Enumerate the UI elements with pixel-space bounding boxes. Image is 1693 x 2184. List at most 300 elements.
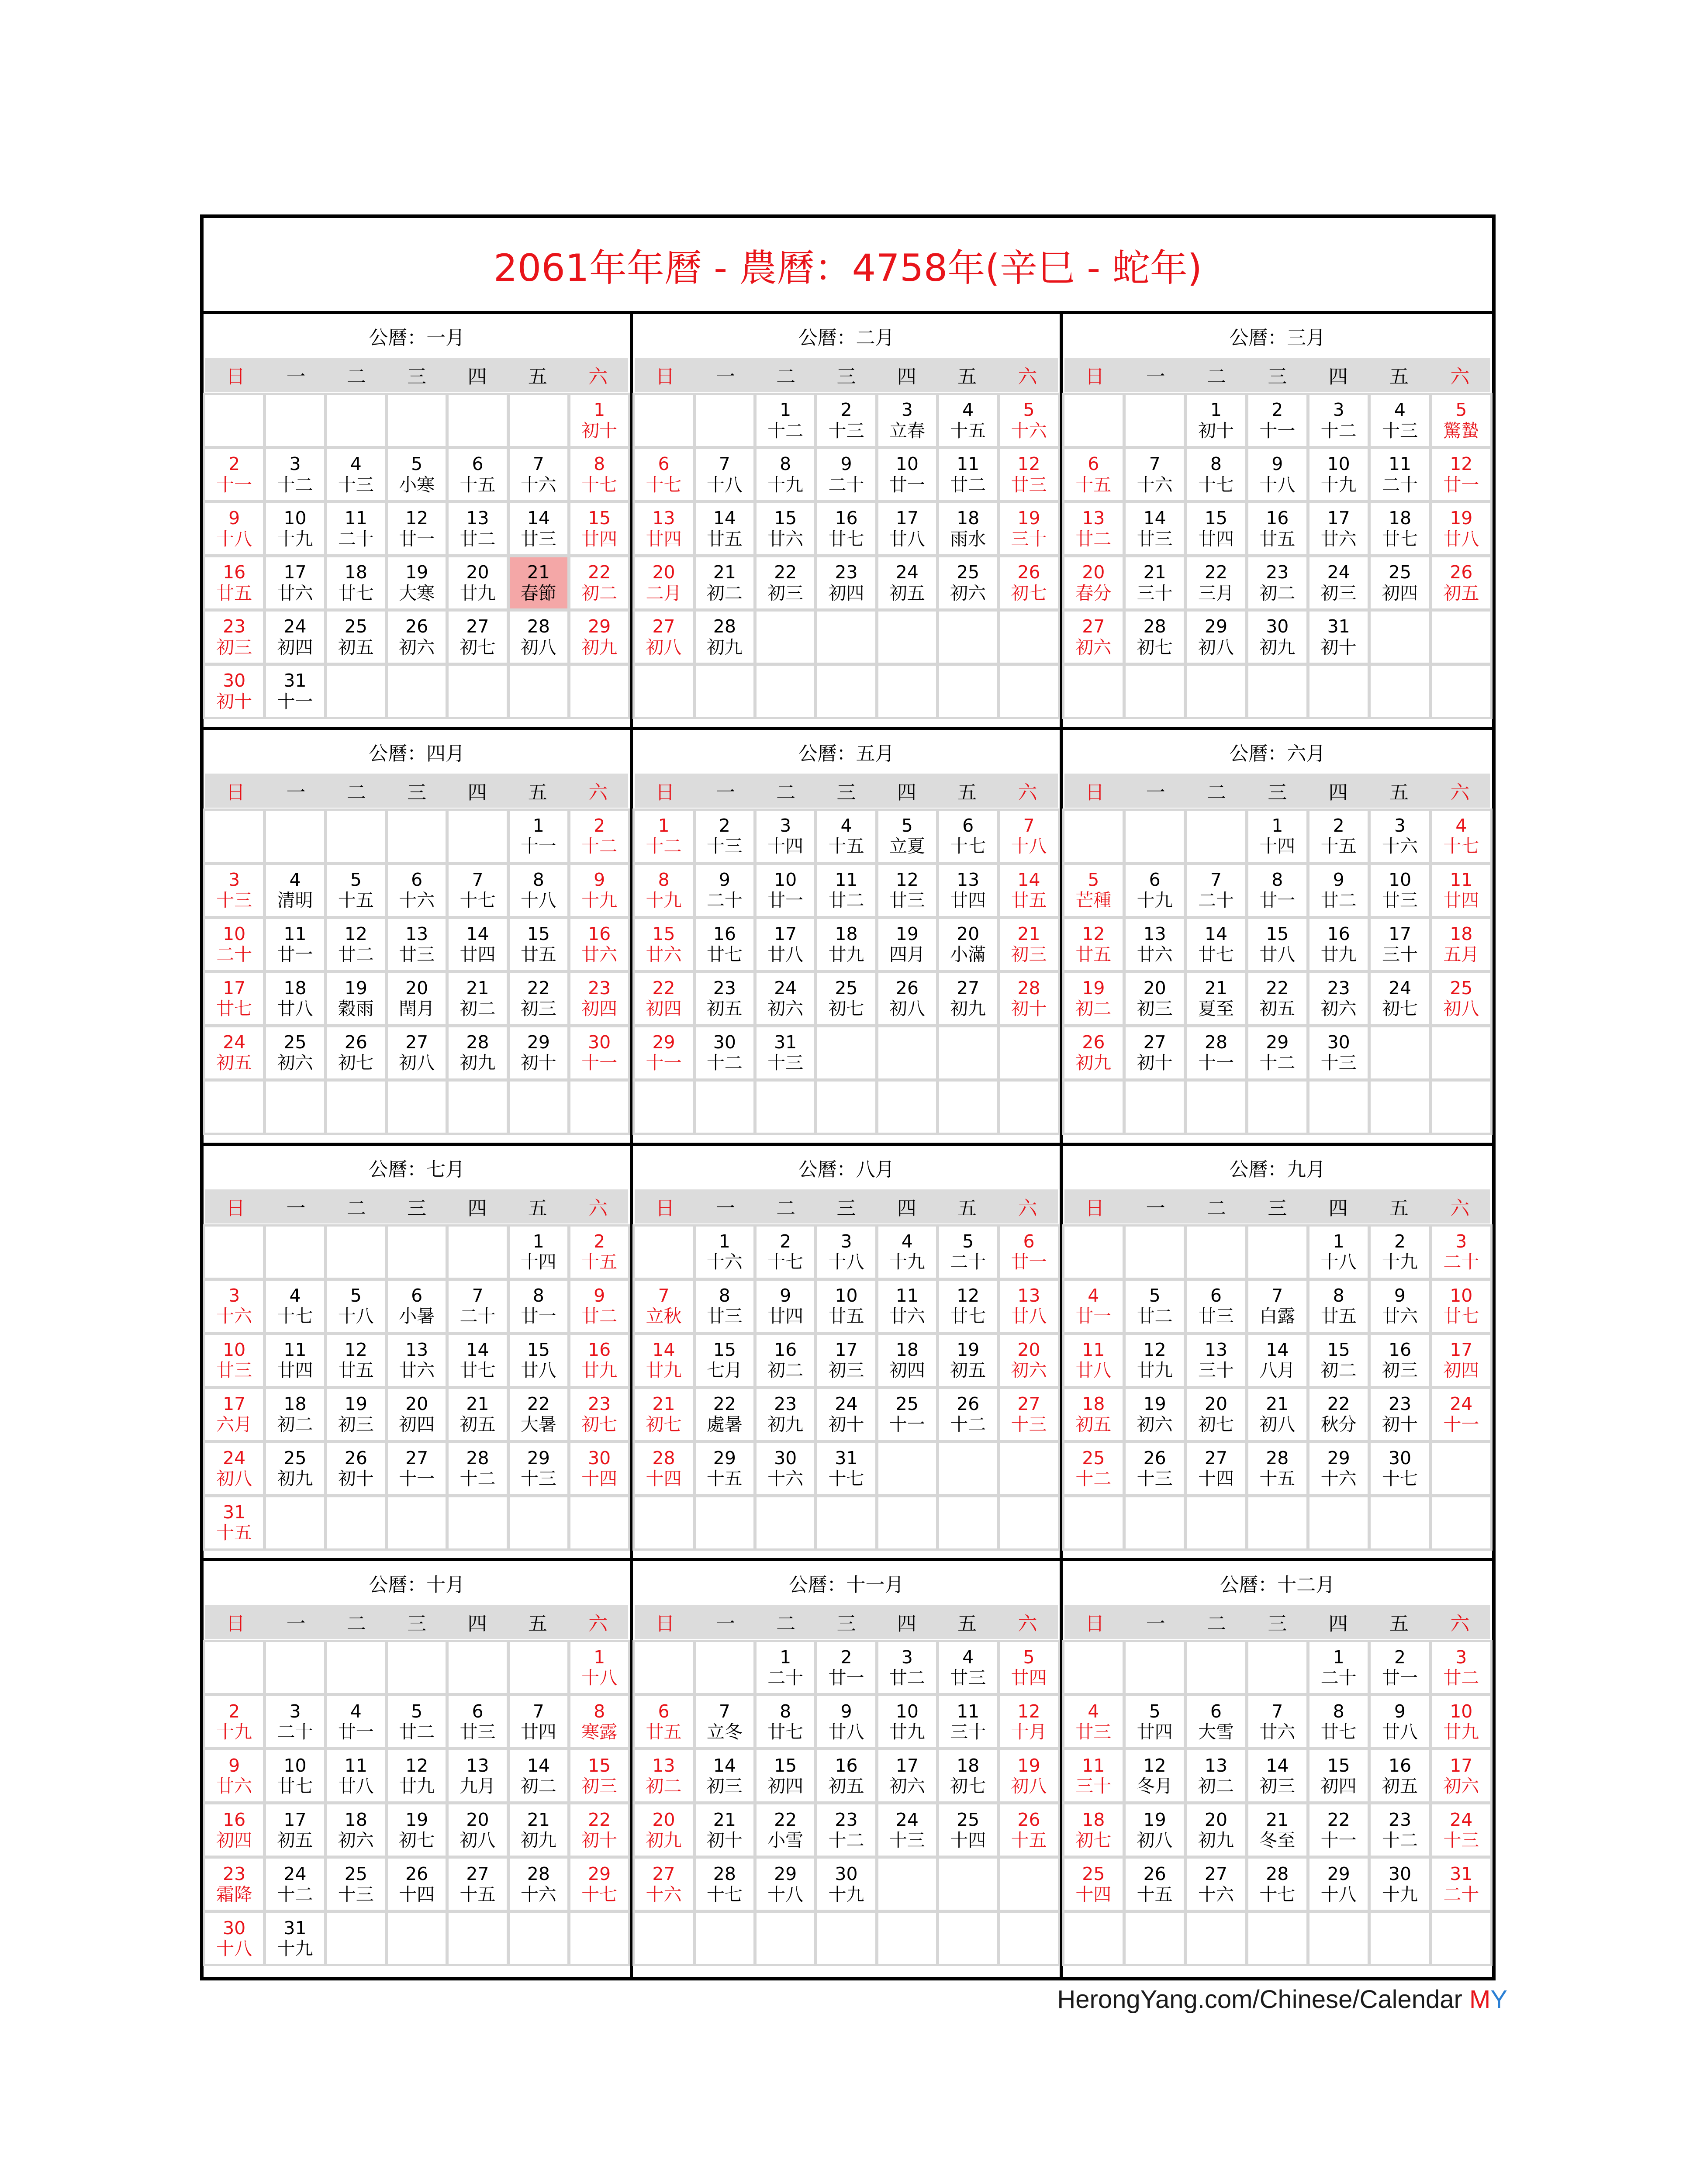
solar-day: 10	[895, 453, 919, 475]
solar-day: 25	[344, 1863, 367, 1884]
month-title: 公曆：五月	[798, 742, 895, 765]
day-cell	[327, 1443, 385, 1494]
weekday-label: 二	[346, 1613, 366, 1635]
day-cell	[757, 1227, 814, 1278]
day-cell	[205, 1696, 263, 1747]
solar-day: 24	[283, 1863, 307, 1884]
solar-day: 29	[588, 1863, 611, 1884]
lunar-day: 寒露	[581, 1721, 618, 1742]
weekday-label: 四	[467, 366, 487, 388]
lunar-day: 十二	[646, 836, 682, 857]
lunar-day: 廿六	[277, 582, 313, 604]
day-cell	[570, 1750, 628, 1801]
empty-cell	[1248, 666, 1306, 717]
solar-day: 28	[527, 1863, 550, 1884]
lunar-day: 二十	[1198, 890, 1234, 911]
lunar-day: 廿一	[767, 890, 804, 911]
empty-cell	[1371, 1497, 1429, 1548]
solar-day: 28	[1143, 616, 1166, 637]
lunar-day: 初五	[277, 1829, 313, 1851]
day-grid	[1063, 808, 1492, 1133]
day-cell	[1000, 1750, 1057, 1801]
lunar-day: 芒種	[1075, 890, 1112, 911]
day-cell	[205, 973, 263, 1024]
lunar-day: 初七	[646, 1414, 682, 1435]
solar-day: 2	[1394, 1230, 1406, 1252]
solar-day: 30	[774, 1447, 797, 1469]
lunar-day: 初七	[1137, 636, 1173, 658]
weekday-label: 三	[1268, 366, 1287, 388]
lunar-day: 初四	[1320, 1775, 1357, 1797]
day-cell	[1248, 1027, 1306, 1078]
day-cell	[570, 1389, 628, 1440]
empty-cell	[327, 666, 385, 717]
lunar-day: 三十	[1137, 582, 1173, 604]
day-cell	[696, 1281, 753, 1332]
empty-cell	[1064, 666, 1123, 717]
day-cell	[570, 1804, 628, 1856]
solar-day: 1	[1333, 1646, 1344, 1668]
empty-cell	[266, 811, 324, 862]
day-cell	[266, 1027, 324, 1078]
day-cell	[635, 1027, 692, 1078]
solar-day: 26	[405, 1863, 428, 1884]
solar-day: 10	[1450, 1700, 1473, 1722]
solar-day: 1	[532, 815, 544, 836]
lunar-day: 初七	[1075, 1829, 1112, 1851]
lunar-day: 初六	[1443, 1775, 1479, 1797]
lunar-day: 初二	[1075, 998, 1112, 1019]
weekday-label: 日	[1085, 781, 1105, 804]
empty-cell	[817, 612, 875, 663]
solar-day: 1	[719, 1230, 730, 1252]
lunar-day: 二月	[646, 582, 682, 604]
solar-day: 7	[1271, 1285, 1283, 1306]
solar-day: 23	[835, 1809, 858, 1830]
lunar-day: 初三	[706, 1775, 743, 1797]
empty-cell	[327, 1497, 385, 1548]
solar-day: 13	[405, 1339, 428, 1360]
lunar-day: 廿三	[1011, 474, 1047, 495]
lunar-day: 初三	[1137, 998, 1173, 1019]
day-cell	[757, 973, 814, 1024]
solar-day: 3	[228, 869, 240, 891]
empty-cell	[388, 395, 446, 446]
lunar-day: 初四	[216, 1829, 252, 1851]
day-cell	[696, 1696, 753, 1747]
weekday-label: 五	[957, 1613, 977, 1635]
solar-day: 12	[344, 923, 367, 945]
solar-day: 21	[466, 978, 489, 999]
lunar-day: 廿一	[1382, 1667, 1418, 1688]
lunar-day: 十七	[460, 890, 496, 911]
empty-cell	[570, 666, 628, 717]
lunar-day: 初四	[581, 998, 618, 1019]
day-grid	[633, 392, 1059, 717]
lunar-day: 廿六	[399, 1360, 435, 1381]
solar-day: 24	[1388, 978, 1412, 999]
lunar-day: 十五	[1137, 1883, 1173, 1905]
solar-day: 27	[1204, 1447, 1228, 1469]
lunar-day: 廿七	[338, 582, 374, 604]
empty-cell	[1000, 1497, 1057, 1548]
day-cell	[1371, 449, 1429, 500]
solar-day: 18	[283, 1393, 307, 1414]
day-cell	[817, 1443, 875, 1494]
solar-day: 28	[713, 1863, 736, 1884]
lunar-day: 十六	[216, 1306, 252, 1327]
solar-day: 31	[774, 1032, 797, 1053]
lunar-day: 十九	[1382, 1251, 1418, 1272]
lunar-day: 十二	[1259, 1052, 1296, 1074]
day-cell	[1248, 449, 1306, 500]
lunar-day: 廿四	[1011, 1667, 1047, 1688]
solar-day: 22	[588, 1809, 611, 1830]
day-cell	[205, 503, 263, 554]
solar-day: 26	[1017, 562, 1040, 583]
empty-cell	[1000, 666, 1057, 717]
lunar-day: 處暑	[706, 1414, 743, 1435]
solar-day: 10	[223, 1339, 246, 1360]
day-cell	[1371, 973, 1429, 1024]
solar-day: 6	[1210, 1700, 1222, 1722]
solar-day: 3	[840, 1230, 852, 1252]
day-cell	[1248, 1804, 1306, 1856]
empty-cell	[1248, 1227, 1306, 1278]
lunar-day: 十三	[828, 420, 864, 441]
day-cell	[510, 1227, 567, 1278]
day-cell	[1000, 1642, 1057, 1693]
day-cell	[266, 666, 324, 717]
weekday-header	[205, 1189, 628, 1223]
solar-day: 9	[594, 869, 605, 891]
day-cell	[817, 503, 875, 554]
day-cell	[1248, 557, 1306, 608]
empty-cell	[817, 1913, 875, 1964]
solar-day: 29	[713, 1447, 736, 1469]
lunar-day: 六月	[216, 1414, 252, 1435]
weekday-label: 六	[1018, 781, 1037, 804]
solar-day: 7	[1149, 453, 1161, 475]
solar-day: 29	[1327, 1447, 1350, 1469]
empty-cell	[1432, 612, 1490, 663]
day-grid	[204, 808, 630, 1133]
lunar-day: 廿七	[460, 1360, 496, 1381]
day-cell	[570, 395, 628, 446]
solar-day: 20	[1204, 1809, 1228, 1830]
day-cell	[1064, 1389, 1123, 1440]
solar-day: 26	[1143, 1447, 1166, 1469]
lunar-day: 十四	[950, 1829, 986, 1851]
lunar-day: 十二	[950, 1414, 986, 1435]
solar-day: 31	[283, 1917, 307, 1939]
lunar-day: 二十	[1382, 474, 1418, 495]
empty-cell	[449, 1642, 506, 1693]
solar-day: 13	[652, 1755, 675, 1776]
lunar-day: 二十	[277, 1721, 313, 1742]
day-cell	[1126, 1281, 1184, 1332]
day-cell	[939, 1335, 997, 1386]
weekday-label: 三	[407, 781, 427, 804]
weekday-label: 六	[1018, 366, 1037, 388]
lunar-day: 十二	[1382, 1829, 1418, 1851]
day-cell	[878, 919, 936, 970]
empty-cell	[635, 666, 692, 717]
empty-cell	[510, 1497, 567, 1548]
solar-day: 4	[350, 1700, 362, 1722]
day-cell	[757, 503, 814, 554]
lunar-day: 廿一	[828, 1667, 864, 1688]
day-cell	[1371, 1443, 1429, 1494]
lunar-day: 十月	[1011, 1721, 1047, 1742]
solar-day: 16	[588, 923, 611, 945]
lunar-day: 十七	[828, 1468, 864, 1489]
weekday-label: 三	[1268, 1197, 1287, 1220]
day-cell	[1309, 919, 1368, 970]
lunar-day: 初二	[520, 1775, 556, 1797]
solar-day: 3	[289, 1700, 301, 1722]
day-cell	[696, 557, 753, 608]
day-cell	[1248, 1696, 1306, 1747]
solar-day: 23	[713, 978, 736, 999]
day-cell	[388, 503, 446, 554]
lunar-day: 廿七	[1382, 528, 1418, 549]
weekday-label: 四	[467, 781, 487, 804]
day-cell	[635, 1281, 692, 1332]
lunar-day: 廿八	[1259, 944, 1296, 965]
lunar-day: 初四	[399, 1414, 435, 1435]
solar-day: 7	[658, 1285, 670, 1306]
lunar-day: 初十	[581, 420, 618, 441]
lunar-day: 十三	[1443, 1829, 1479, 1851]
day-cell	[388, 1750, 446, 1801]
day-cell	[449, 1027, 506, 1078]
lunar-day: 十一	[581, 1052, 618, 1074]
empty-cell	[327, 1227, 385, 1278]
lunar-day: 二十	[767, 1667, 804, 1688]
lunar-day: 初七	[338, 1052, 374, 1074]
weekday-label: 五	[528, 1197, 547, 1220]
lunar-day: 十二	[277, 474, 313, 495]
solar-day: 22	[527, 978, 550, 999]
lunar-day: 秋分	[1320, 1414, 1357, 1435]
day-cell	[570, 612, 628, 663]
solar-day: 28	[1266, 1447, 1289, 1469]
lunar-day: 初九	[1259, 636, 1296, 658]
lunar-day: 廿七	[950, 1306, 986, 1327]
lunar-day: 廿五	[1075, 944, 1112, 965]
solar-day: 13	[466, 508, 489, 529]
day-cell	[1187, 612, 1245, 663]
solar-day: 21	[1143, 562, 1166, 583]
empty-cell	[510, 395, 567, 446]
weekday-label: 二	[1206, 1613, 1226, 1635]
lunar-day: 廿三	[460, 1721, 496, 1742]
solar-day: 22	[774, 1809, 797, 1830]
lunar-day: 初八	[889, 998, 925, 1019]
day-cell	[266, 1913, 324, 1964]
solar-day: 6	[472, 453, 484, 475]
lunar-day: 廿五	[216, 582, 252, 604]
lunar-day: 立夏	[889, 836, 925, 857]
solar-day: 1	[780, 1646, 791, 1668]
day-cell	[1000, 1335, 1057, 1386]
empty-cell	[878, 1082, 936, 1133]
empty-cell	[1126, 1227, 1184, 1278]
weekday-header	[1064, 358, 1490, 392]
lunar-day: 十八	[1259, 474, 1296, 495]
day-cell	[449, 973, 506, 1024]
day-cell	[757, 1335, 814, 1386]
lunar-day: 廿二	[889, 1667, 925, 1688]
solar-day: 8	[594, 453, 605, 475]
lunar-day: 廿二	[828, 890, 864, 911]
lunar-day: 十九	[828, 1883, 864, 1905]
solar-day: 3	[1455, 1646, 1467, 1668]
solar-day: 17	[223, 1393, 246, 1414]
day-cell	[1432, 503, 1490, 554]
lunar-day: 小雪	[767, 1829, 804, 1851]
weekday-label: 一	[1146, 1197, 1165, 1220]
day-cell	[205, 1804, 263, 1856]
solar-day: 15	[527, 1339, 550, 1360]
lunar-day: 廿二	[581, 1306, 618, 1327]
empty-cell	[635, 1913, 692, 1964]
month-block	[633, 1561, 1062, 1977]
day-cell	[327, 865, 385, 916]
solar-day: 11	[895, 1285, 919, 1306]
solar-day: 25	[283, 1447, 307, 1469]
solar-day: 2	[780, 1230, 791, 1252]
solar-day: 12	[1143, 1755, 1166, 1776]
solar-day: 15	[1327, 1339, 1350, 1360]
day-cell	[1064, 1335, 1123, 1386]
solar-day: 7	[1271, 1700, 1283, 1722]
solar-day: 25	[1082, 1863, 1105, 1884]
empty-cell	[1064, 395, 1123, 446]
solar-day: 9	[780, 1285, 791, 1306]
lunar-day: 十七	[706, 1883, 743, 1905]
day-cell	[449, 1335, 506, 1386]
weekday-header	[635, 774, 1057, 808]
day-cell	[1432, 1750, 1490, 1801]
empty-cell	[327, 1082, 385, 1133]
day-cell	[449, 503, 506, 554]
empty-cell	[1187, 1913, 1245, 1964]
empty-cell	[266, 1642, 324, 1693]
lunar-day: 十八	[767, 1883, 804, 1905]
empty-cell	[1309, 666, 1368, 717]
lunar-day: 驚蟄	[1443, 420, 1479, 441]
solar-day: 18	[1450, 923, 1473, 945]
solar-day: 21	[527, 562, 550, 583]
solar-day: 28	[1204, 1032, 1228, 1053]
solar-day: 14	[527, 1755, 550, 1776]
solar-day: 28	[527, 616, 550, 637]
lunar-day: 初五	[338, 636, 374, 658]
solar-day: 22	[652, 978, 675, 999]
empty-cell	[266, 395, 324, 446]
day-cell	[570, 557, 628, 608]
lunar-day: 十五	[706, 1468, 743, 1489]
empty-cell	[939, 1082, 997, 1133]
day-cell	[1000, 1227, 1057, 1278]
solar-day: 10	[1450, 1285, 1473, 1306]
empty-cell	[1000, 1443, 1057, 1494]
empty-cell	[757, 1497, 814, 1548]
solar-day: 30	[1266, 616, 1289, 637]
lunar-day: 廿一	[1011, 1251, 1047, 1272]
lunar-day: 十五	[828, 836, 864, 857]
solar-day: 24	[1450, 1393, 1473, 1414]
empty-cell	[1371, 1027, 1429, 1078]
empty-cell	[817, 1497, 875, 1548]
day-cell	[570, 865, 628, 916]
day-cell	[1309, 449, 1368, 500]
day-cell	[939, 503, 997, 554]
day-cell	[817, 865, 875, 916]
solar-day: 11	[283, 923, 307, 945]
day-cell	[510, 557, 567, 608]
empty-cell	[878, 1443, 936, 1494]
lunar-day: 廿六	[1320, 528, 1357, 549]
weekday-label: 二	[346, 366, 366, 388]
weekday-label: 三	[836, 366, 856, 388]
months-grid	[204, 314, 1492, 1977]
solar-day: 17	[1327, 508, 1350, 529]
day-cell	[1187, 557, 1245, 608]
day-cell	[1126, 612, 1184, 663]
lunar-day: 廿四	[646, 528, 682, 549]
day-cell	[1309, 395, 1368, 446]
lunar-day: 十八	[828, 1251, 864, 1272]
day-cell	[696, 1750, 753, 1801]
day-grid	[633, 1639, 1059, 1964]
weekday-header	[205, 774, 628, 808]
weekday-label: 五	[1389, 781, 1409, 804]
empty-cell	[327, 1913, 385, 1964]
lunar-day: 初七	[581, 1414, 618, 1435]
lunar-day: 初三	[767, 582, 804, 604]
lunar-day: 初十	[520, 1052, 556, 1074]
day-cell	[266, 1281, 324, 1332]
solar-day: 16	[1266, 508, 1289, 529]
lunar-day: 三十	[1011, 528, 1047, 549]
day-cell	[510, 1750, 567, 1801]
weekday-label: 三	[1268, 1613, 1287, 1635]
solar-day: 18	[895, 1339, 919, 1360]
solar-day: 26	[344, 1447, 367, 1469]
weekday-label: 四	[1328, 1613, 1348, 1635]
weekday-label: 五	[1389, 1197, 1409, 1220]
solar-day: 20	[1082, 562, 1105, 583]
lunar-day: 廿七	[767, 1721, 804, 1742]
day-cell	[1432, 557, 1490, 608]
day-cell	[757, 449, 814, 500]
solar-day: 5	[350, 869, 362, 891]
day-cell	[1187, 1859, 1245, 1910]
day-cell	[878, 1750, 936, 1801]
weekday-label: 一	[286, 366, 306, 388]
lunar-day: 廿八	[828, 1721, 864, 1742]
day-cell	[1248, 919, 1306, 970]
lunar-day: 初七	[399, 1829, 435, 1851]
solar-day: 8	[594, 1700, 605, 1722]
empty-cell	[878, 1027, 936, 1078]
day-cell	[1432, 973, 1490, 1024]
day-cell	[817, 1696, 875, 1747]
day-cell	[696, 612, 753, 663]
